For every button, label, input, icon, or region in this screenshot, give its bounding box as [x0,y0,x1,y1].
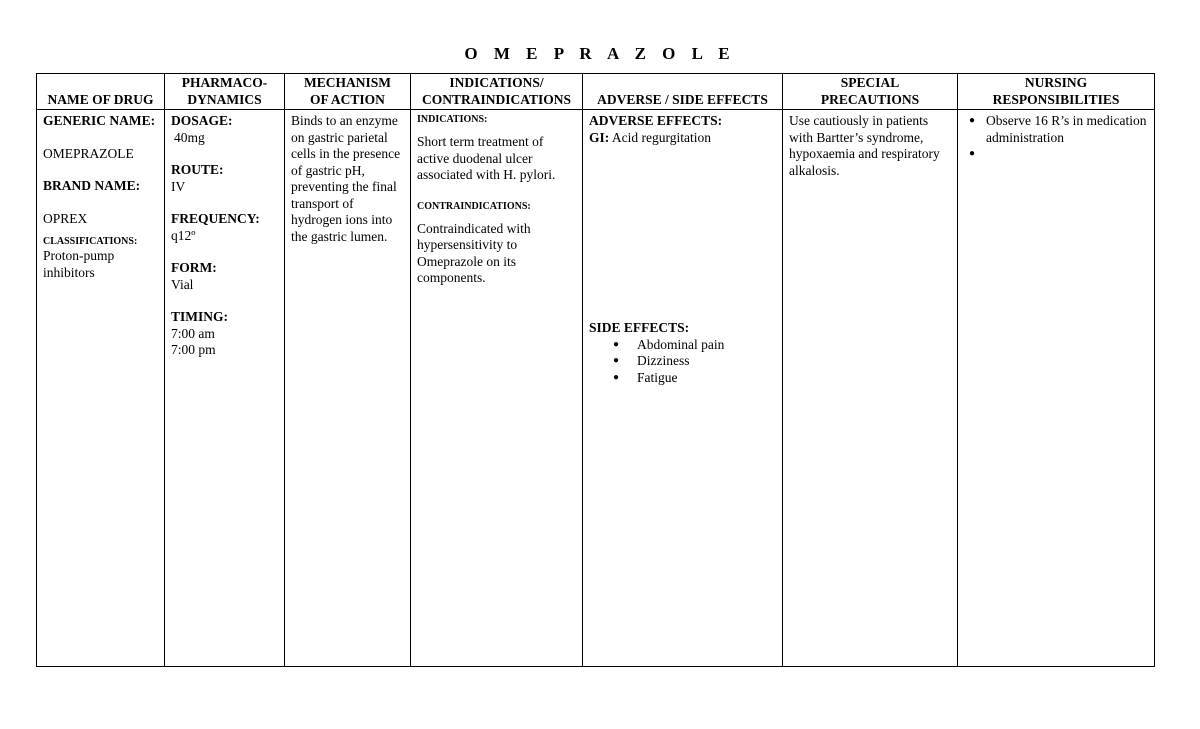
document-title: O M E P R A Z O L E [464,44,736,63]
dosage-label: DOSAGE: [171,113,233,128]
cell-mechanism [285,110,411,667]
drug-study-table [36,73,1155,667]
cell-indications [411,110,583,667]
gi-value: Acid regurgitation [611,129,711,145]
brand-name-label: BRAND NAME: [43,178,141,193]
list-item: ● Abdominal pain [637,337,776,354]
header-indications: INDICATIONS/ CONTRAINDICATIONS [411,74,583,110]
header-name-of-drug: NAME OF DRUG [37,74,165,110]
content-row [37,110,1155,667]
cell-nursing [958,110,1155,667]
list-item: ● Observe 16 R’s in medication administration [986,113,1148,146]
frequency-value: q12º [171,227,196,243]
header-nursing: NURSING RESPONSIBILITIES [958,74,1155,110]
header-mechanism: MECHANISM OF ACTION [285,74,411,110]
list-item: ● Dizziness [637,353,776,370]
list-item: ● Fatigue [637,370,776,387]
timing-value: 7:00 pm [171,342,216,357]
cell-name-of-drug [37,110,165,667]
classifications-value: Proton-pump inhibitors [43,248,115,280]
adverse-effects-label: ADVERSE EFFECTS: [589,113,723,128]
cell-precautions [783,110,958,667]
cell-pharmacodynamics [165,110,285,667]
generic-name-value: OMEPRAZOLE [43,145,134,161]
indications-text: Short term treatment of active duodenal ulcer associated with H. pylori. [417,134,556,182]
list-item [986,146,1148,162]
header-row [37,74,1155,110]
contraindications-text: Contraindicated with hypersensitivity to Omeprazole on its components. [417,220,531,285]
precautions-text: Use cautiously in patients with Bartter’s syndrome, hypoxaemia and respiratory alkalosis. [789,113,940,178]
indications-label: INDICATIONS: [417,114,488,125]
generic-name-label: GENERIC NAME: [43,113,156,128]
dosage-value: 40mg [174,129,205,145]
header-adverse: ADVERSE / SIDE EFFECTS [583,74,783,110]
timing-label: TIMING: [171,309,228,324]
nursing-list [964,113,1148,162]
cell-adverse [583,110,783,667]
frequency-label: FREQUENCY: [171,211,260,226]
form-label: FORM: [171,260,217,275]
brand-name-value: OPREX [43,210,88,226]
form-value: Vial [171,276,194,292]
gi-effect [589,130,776,147]
contraindications-label: CONTRAINDICATIONS: [417,200,531,212]
header-pharmacodynamics: PHARMACO- DYNAMICS [165,74,285,110]
timing-value: 7:00 am [171,325,215,341]
gi-label: GI: [589,129,610,145]
classifications-label: CLASSIFICATIONS: [43,236,138,247]
route-value: IV [171,178,186,194]
mechanism-text: Binds to an enzyme on gastric parietal cells in the presence of gastric pH, preventing the final transport of hydrogen ions into the gastric lumen. [291,113,401,244]
side-effects-list [589,337,776,387]
route-label: ROUTE: [171,162,224,177]
side-effects-label: SIDE EFFECTS: [589,320,690,335]
header-precautions: SPECIAL PRECAUTIONS [783,74,958,110]
